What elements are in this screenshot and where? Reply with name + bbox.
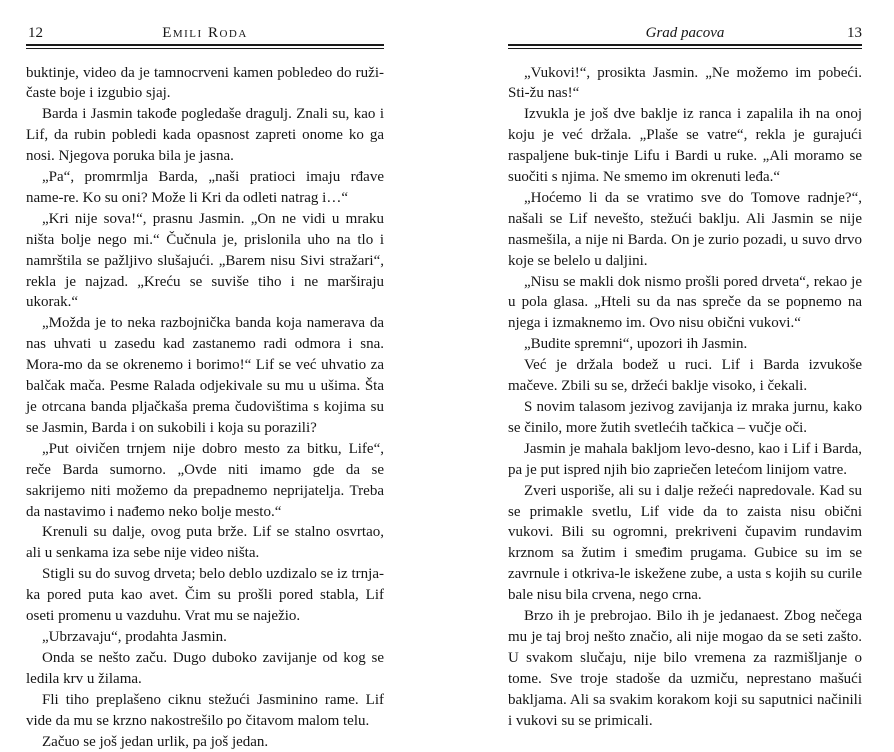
page-number: 13 xyxy=(847,24,862,42)
paragraph: „Možda je to neka razbojnička banda koja namerava da nas uhvati u zasedu kad zastanemo radi odmora i sna. Mora-mo da se okrenemo i borimo!“ Lif se već uhvatio za balčak mača. Pesme Ralada odjekivale su mu u ušima. Šta je otrcana banda pljačkaša prema čudovištima s kojima su se Jasmin, Barda i on sukobili i koja su porazili? xyxy=(26,313,384,438)
running-head xyxy=(26,0,384,34)
body-text xyxy=(508,63,862,732)
paragraph: Jasmin je mahala bakljom levo-desno, kao i Lif i Barda, pa je put ispred njih bio zapriečen letećom linijom vatre. xyxy=(508,439,862,481)
paragraph: „Put oivičen trnjem nije dobro mesto za bitku, Life“, reče Barda sumorno. „Ovde niti imamo gde da se sakrijemo niti možemo da prepadnemo neprijatelja. Treba da nastavimo i nađemo neko bolje mesto.“ xyxy=(26,439,384,523)
paragraph: „Kri nije sova!“, prasnu Jasmin. „On ne vidi u mraku ništa bolje nego mi.“ Čučnula je, prislonila uho na tlo i namrštila se pažljivo slušajući. „Barem nisu Sivi stražari“, rekla je najzad. „Kreću se suviše tiho i ne marširaju ukorak.“ xyxy=(26,209,384,314)
right-page xyxy=(508,0,862,732)
paragraph: Onda se nešto začu. Dugo duboko zavijanje od kog se ledila krv u žilama. xyxy=(26,648,384,690)
body-text xyxy=(26,63,384,752)
paragraph: „Nisu se makli dok nismo prošli pored drveta“, rekao je u pola glasa. „Hteli su da nas spreče da se popnemo na njega i izmaknemo im. Ovo nisu obični vukovi.“ xyxy=(508,272,862,335)
paragraph: „Hoćemo li da se vratimo sve do Tomove radnje?“, našali se Lif nevešto, stežući baklju. Ali Jasmin se nije nasmešila, a nije ni Barda. On je zurio pozadi, u suvo drvo koje se belelo u daljini. xyxy=(508,188,862,272)
left-page xyxy=(26,0,384,752)
paragraph: Krenuli su dalje, ovog puta brže. Lif se stalno osvrtao, ali u senkama iza sebe nije video ništa. xyxy=(26,522,384,564)
paragraph: Izvukla je još dve baklje iz ranca i zapalila ih na onoj koju je već držala. „Plaše se vatre“, rekla je gurajući raspaljene buk-tinje Lifu i Bardi u ruke. „Ali moramo se suočiti s njima. Ne smemo im okrenuti leđa.“ xyxy=(508,104,862,188)
running-head xyxy=(508,0,862,34)
header-rule xyxy=(26,44,384,46)
paragraph: Brzo ih je prebrojao. Bilo ih je jedanaest. Zbog nečega mu je taj broj nešto značio, ali nije mogao da se seti zašto. U svakom slučaju, nije bilo vremena za razmišljanje o tome. Sve troje stadoše da uzmiču, neprestano mašući bakljama. Ali sa svakim korakom koji su saputnici načinili i vukovi su se primicali. xyxy=(508,606,862,731)
header-rule-thin xyxy=(26,48,384,49)
paragraph: Fli tiho preplašeno ciknu stežući Jasminino rame. Lif vide da mu se krzno nakostrešilo po čitavom malom telu. xyxy=(26,690,384,732)
header-rule-thin xyxy=(508,48,862,49)
paragraph: „Ubrzavaju“, prodahta Jasmin. xyxy=(26,627,384,648)
paragraph: S novim talasom jezivog zavijanja iz mraka jurnu, kako se činilo, more žutih svetlećih tačkica – vučje oči. xyxy=(508,397,862,439)
paragraph: buktinje, video da je tamnocrveni kamen pobledeo do ruži-časte boje i izgubio sjaj. xyxy=(26,63,384,105)
header-rule xyxy=(508,44,862,46)
paragraph: Začuo se još jedan urlik, pa još jedan. xyxy=(26,732,384,752)
author-running-title: Emili Roda xyxy=(26,24,384,42)
paragraph: Već je držala bodež u ruci. Lif i Barda izvukoše mačeve. Zbili su se, držeći baklje visoko, i čekali. xyxy=(508,355,862,397)
page-number: 12 xyxy=(28,24,43,42)
paragraph: „Vukovi!“, prosikta Jasmin. „Ne možemo im pobeći. Sti-žu nas!“ xyxy=(508,63,862,105)
paragraph: Zveri usporiše, ali su i dalje režeći napredovale. Kad su se primakle svetlu, Lif vide da to zaista nisu obični vukovi. Bili su ogromni, prekriveni čupavim rundavim krznom sa žutim i smeđim prugama. Gubice su im se zavrnule i otkriva-le iskežene zube, a usta s kojih su curile bale nisu bila crvena, nego crna. xyxy=(508,481,862,606)
paragraph: „Pa“, promrmlja Barda, „naši pratioci imaju rđave name-re. Ko su oni? Može li Kri da odleti natrag i…“ xyxy=(26,167,384,209)
paragraph: Barda i Jasmin takođe pogledaše dragulj. Znali su, kao i Lif, da rubin pobledi kada opasnost zapreti onome ko ga nosi. Njegova poruka bila je jasna. xyxy=(26,104,384,167)
book-running-title: Grad pacova xyxy=(508,24,862,42)
paragraph: „Budite spremni“, upozori ih Jasmin. xyxy=(508,334,862,355)
paragraph: Stigli su do suvog drveta; belo deblo uzdizalo se iz trnja-ka pored puta kao avet. Čim su prošli pored stabla, Lif oseti promenu u vazduhu. Vrat mu se naježio. xyxy=(26,564,384,627)
